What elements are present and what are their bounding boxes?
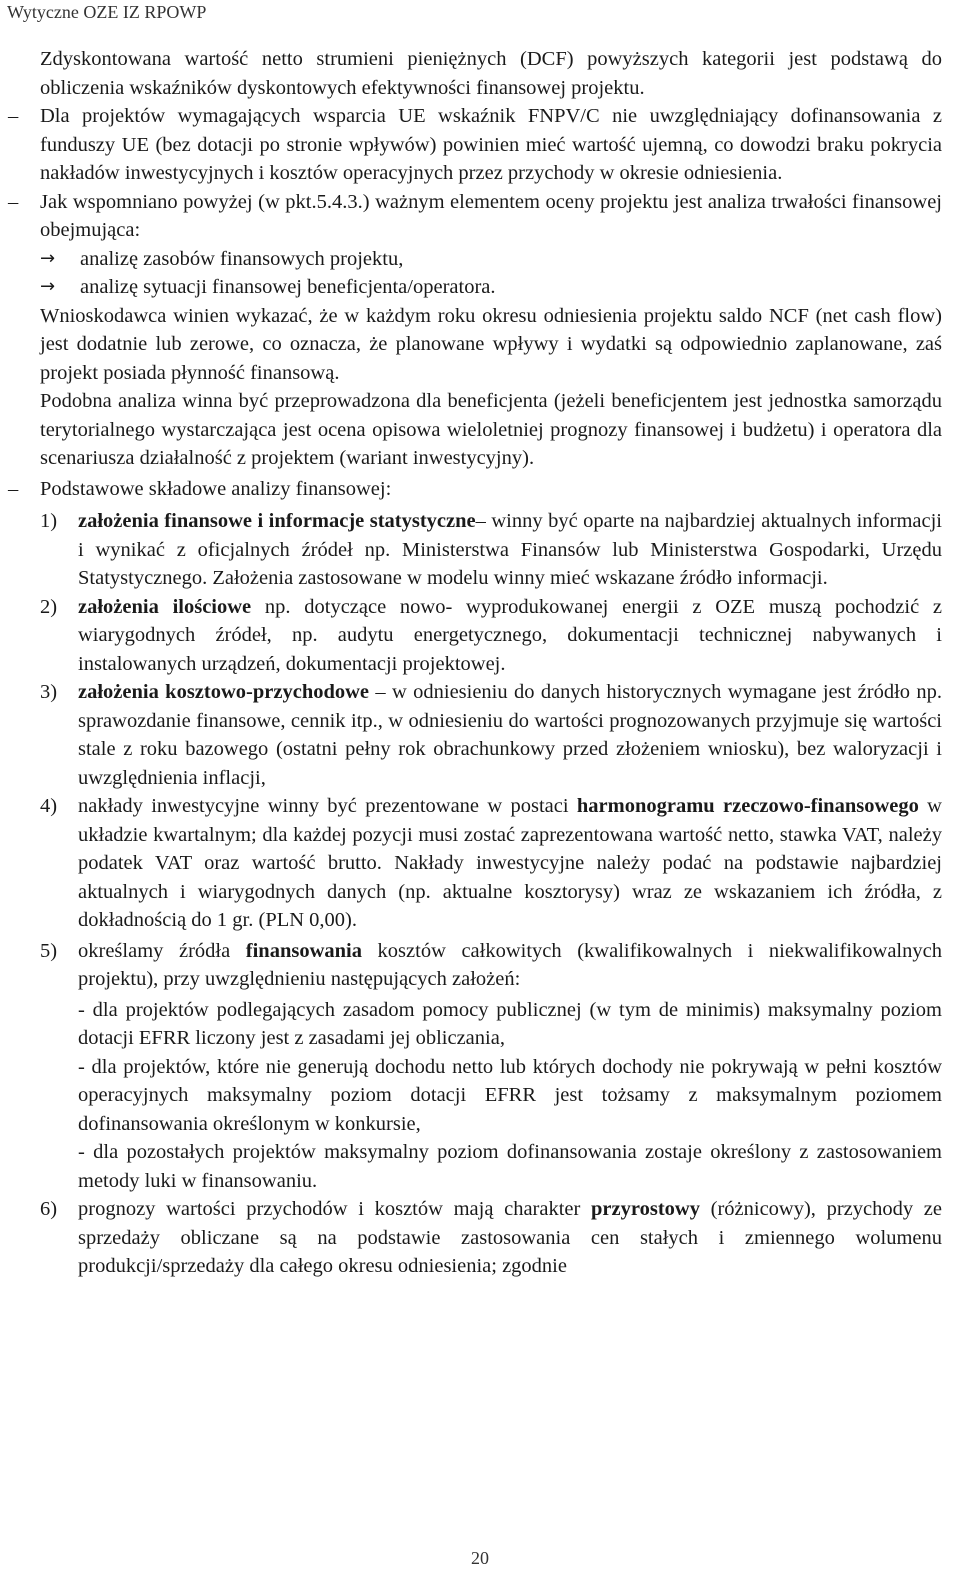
arrow-right-icon: → [40, 276, 56, 297]
arrow-item [40, 273, 942, 302]
item-text-pre: nakłady inwestycyjne winny być prezentowane w postaci [78, 795, 577, 817]
numbered-item-5 [40, 937, 942, 1196]
item-text: w układzie kwartalnym; dla każdej pozycji musi zostać zaprezentowana wartość netto, stawka VAT, należy podatek VAT oraz wartość brutto. Nakłady inwestycyjne należy podać na podstawie najbardziej aktualnych i wiarygodnych danych (np. aktualne kosztorysy) wraz ze wskazaniem ich źródła, z dokładnością do 1 gr. (PLN 0,00). [78, 795, 942, 931]
numbered-item-3 [40, 678, 942, 792]
item-bold-text: przyrostowy [591, 1198, 700, 1220]
paragraph-beneficjent: Podobna analiza winna być przeprowadzona dla beneficjenta (jeżeli beneficjentem jest jednostka samorządu terytorialnego wystarczająca jest ocena opisowa wieloletniej prognozy finansowej i budżetu) i operatora dla scenariusza działalność z projektem (wariant inwestycyjny). [40, 390, 942, 469]
item-text: kosztów całkowitych (kwalifikowalnych i niekwalifikowalnych projektu), przy uwzględnieniu następujących założeń: [78, 939, 942, 990]
item-text: (różnicowy), przychody ze sprzedaży obliczane są na podstawie zastosowania cen stałych i zmiennego wolumenu produkcji/sprzedaży dla całego okresu odniesienia; zgodnie [78, 1198, 942, 1277]
dash-item-skladowe [8, 475, 942, 504]
dash-bullet-icon: – [8, 477, 19, 500]
item-bold-text: założenia ilościowe [78, 595, 252, 618]
arrow-item-text: analizę sytuacji finansowej beneficjenta/operatora. [80, 276, 496, 298]
numbered-item-2 [40, 593, 942, 679]
item-bold-text: założenia kosztowo-przychodowe [78, 681, 370, 703]
numbered-item-4 [40, 792, 942, 935]
item-number: 4) [40, 795, 58, 817]
dash-bullet-icon: – [8, 190, 19, 213]
item-text: np. dotyczące nowo- wyprodukowanej energii z OZE muszą pochodzić z wiarygodnych źródeł, np. audytu energetycznego, dokumentacji technicznej nabywanych i instalowanych urządzeń, dokumentacji projektowej. [78, 595, 943, 675]
numbered-item-1 [40, 507, 942, 593]
dash-bullet-icon: – [8, 105, 19, 127]
dash-item-text: Jak wspomniano powyżej (w pkt.5.4.3.) ważnym elementem oceny projektu jest analiza trwałości finansowej obejmująca: [40, 190, 942, 241]
sub-dash-item: - dla projektów podlegających zasadom pomocy publicznej (w tym de minimis) maksymalny poziom dotacji EFRR liczony jest z zasadami jej obliczania, [78, 998, 942, 1049]
arrow-item-text: analizę zasobów finansowych projektu, [80, 247, 404, 270]
dash-item-text: Dla projektów wymagających wsparcia UE wskaźnik FNPV/C nie uwzględniający dofinansowania z funduszy UE (bez dotacji po stronie wpływów) powinien mieć wartość ujemną, co dowodzi braku pokrycia nakładów inwestycyjnych i kosztów operacyjnych przez przychody w okresie odniesienia. [40, 105, 942, 184]
numbered-item-6 [40, 1195, 942, 1281]
dash-item-fnpv [8, 102, 942, 188]
item-number: 1) [40, 510, 58, 532]
item-bold-text: harmonogramu rzeczowo-finansowego [576, 795, 919, 817]
arrow-item [40, 245, 942, 274]
item-text-pre: prognozy wartości przychodów i kosztów mają charakter [78, 1198, 592, 1220]
item-text-pre: określamy źródła [78, 939, 246, 962]
item-number: 2) [40, 595, 58, 618]
item-bold-text: założenia finansowe i informacje statystyczne [78, 510, 476, 532]
page-content [8, 45, 943, 1281]
sub-dash-item: - dla projektów, które nie generują dochodu netto lub których dochody nie pokrywają w pełni kosztów operacyjnych maksymalny poziom dotacji EFRR jest tożsamy z maksymalnym poziomem dofinansowania określonym w konkursie, [78, 1055, 942, 1135]
arrow-right-icon: → [40, 247, 56, 269]
document-header: Wytyczne OZE IZ RPOWP [7, 2, 207, 22]
item-number: 3) [40, 681, 58, 703]
item-bold-text: finansowania [245, 939, 362, 962]
sub-dash-item: - dla pozostałych projektów maksymalny poziom dofinansowania zostaje określony z zastosowaniem metody luki w finansowaniu. [78, 1141, 942, 1192]
page-number: 20 [471, 1548, 489, 1568]
item-number: 6) [40, 1198, 58, 1220]
paragraph-ncf: Wnioskodawca winien wykazać, że w każdym roku okresu odniesienia projektu saldo NCF (net cash flow) jest dodatnie lub zerowe, co oznacza, że planowane wpływy i wydatki są odpowiednio zaplanowane, zaś projekt posiada płynność finansową. [40, 304, 942, 384]
dash-item-trwalosc [8, 188, 942, 245]
dash-item-text: Podstawowe składowe analizy finansowej: [40, 477, 392, 500]
item-text: – w odniesieniu do danych historycznych wymagane jest źródło np. sprawozdanie finansowe, cennik itp., w odniesieniu do wartości prognozowanych przyjmuje się wartości stale z roku bazowego (ostatni pełny rok obrachunkowy przed złożeniem wniosku), bez waloryzacji i uwzględnienia inflacji, [78, 681, 942, 789]
intro-paragraph: Zdyskontowana wartość netto strumieni pieniężnych (DCF) powyższych kategorii jest podstawą do obliczenia wskaźników dyskontowych efektywności finansowej projektu. [40, 48, 942, 99]
item-number: 5) [40, 939, 58, 962]
item-text: – winny być oparte na najbardziej aktualnych informacji i wynikać z oficjalnych źródeł np. Ministerstwa Finansów lub Ministerstwa Gospodarki, Urzędu Statystycznego. Założenia zastosowane w modelu winny mieć wskazane źródło informacji. [78, 510, 942, 589]
